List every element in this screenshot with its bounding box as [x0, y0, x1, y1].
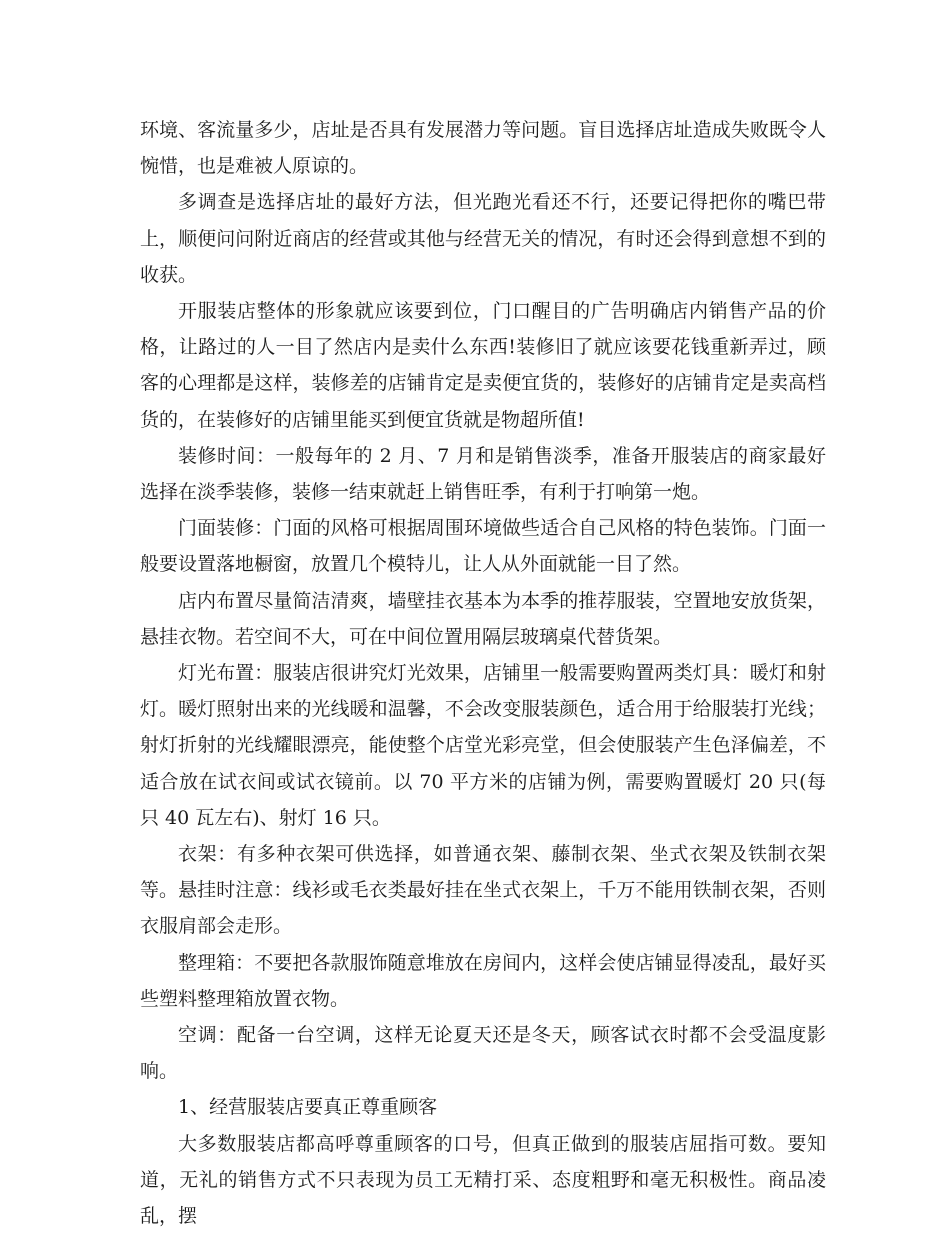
paragraph-respect-customers: 大多数服装店都高呼尊重顾客的口号，但真正做到的服装店屈指可数。要知道，无礼的销售方式不只表现为员工无精打采、态度粗野和毫无积极性。商品凌乱，摆	[140, 1132, 826, 1228]
paragraph-air-conditioning: 空调：配备一台空调，这样无论夏天还是冬天，顾客试衣时都不会受温度影响。	[140, 1024, 826, 1083]
document-body	[140, 112, 826, 1234]
paragraph-hangers: 衣架：有多种衣架可供选择，如普通衣架、藤制衣架、坐式衣架及铁制衣架等。悬挂时注意：线衫或毛衣类最好挂在坐式衣架上，千万不能用铁制衣架，否则衣服肩部会走形。	[140, 843, 826, 938]
paragraph-storage-boxes: 整理箱：不要把各款服饰随意堆放在房间内，这样会使店铺显得凌乱，最好买些塑料整理箱放置衣物。	[140, 951, 826, 1010]
paragraph-site-survey: 多调查是选择店址的最好方法，但光跑光看还不行，还要记得把你的嘴巴带上，顺便问问附近商店的经营或其他与经营无关的情况，有时还会得到意想不到的收获。	[140, 191, 826, 286]
paragraph-site-risk: 环境、客流量多少，店址是否具有发展潜力等问题。盲目选择店址造成失败既令人惋惜，也是难被人原谅的。	[140, 119, 826, 178]
paragraph-storefront: 门面装修：门面的风格可根据周围环境做些适合自己风格的特色装饰。门面一般要设置落地橱窗，放置几个模特儿，让人从外面就能一目了然。	[140, 517, 826, 576]
paragraph-renovation-time: 装修时间：一般每年的 2 月、7 月和是销售淡季，准备开服装店的商家最好选择在淡季装修，装修一结束就赶上销售旺季，有利于打响第一炮。	[140, 444, 826, 504]
section-heading-respect-customers: 1、经营服装店要真正尊重顾客	[178, 1096, 438, 1119]
paragraph-store-image: 开服装店整体的形象就应该要到位，门口醒目的广告明确店内销售产品的价格，让路过的人一目了然店内是卖什么东西!装修旧了就应该要花钱重新弄过，顾客的心理都是这样，装修差的店铺肯定是卖便宜货的，装修好的店铺肯定是卖高档货的，在装修好的店铺里能买到便宜货就是物超所值!	[140, 300, 826, 431]
paragraph-interior-layout: 店内布置尽量简洁清爽，墙壁挂衣基本为本季的推荐服装，空置地安放货架，悬挂衣物。若空间不大，可在中间位置用隔层玻璃桌代替货架。	[140, 589, 826, 648]
paragraph-lighting: 灯光布置：服装店很讲究灯光效果，店铺里一般需要购置两类灯具：暖灯和射灯。暖灯照射出来的光线暖和温馨，不会改变服装颜色，适合用于给服装打光线；射灯折射的光线耀眼漂亮，能使整个店堂光彩亮堂，但会使服装产生色泽偏差，不适合放在试衣间或试衣镜前。以 70 平方米的店铺为例，需要购置暖灯 20 只(每只 40 瓦左右)、射灯 16 只。	[140, 662, 826, 829]
